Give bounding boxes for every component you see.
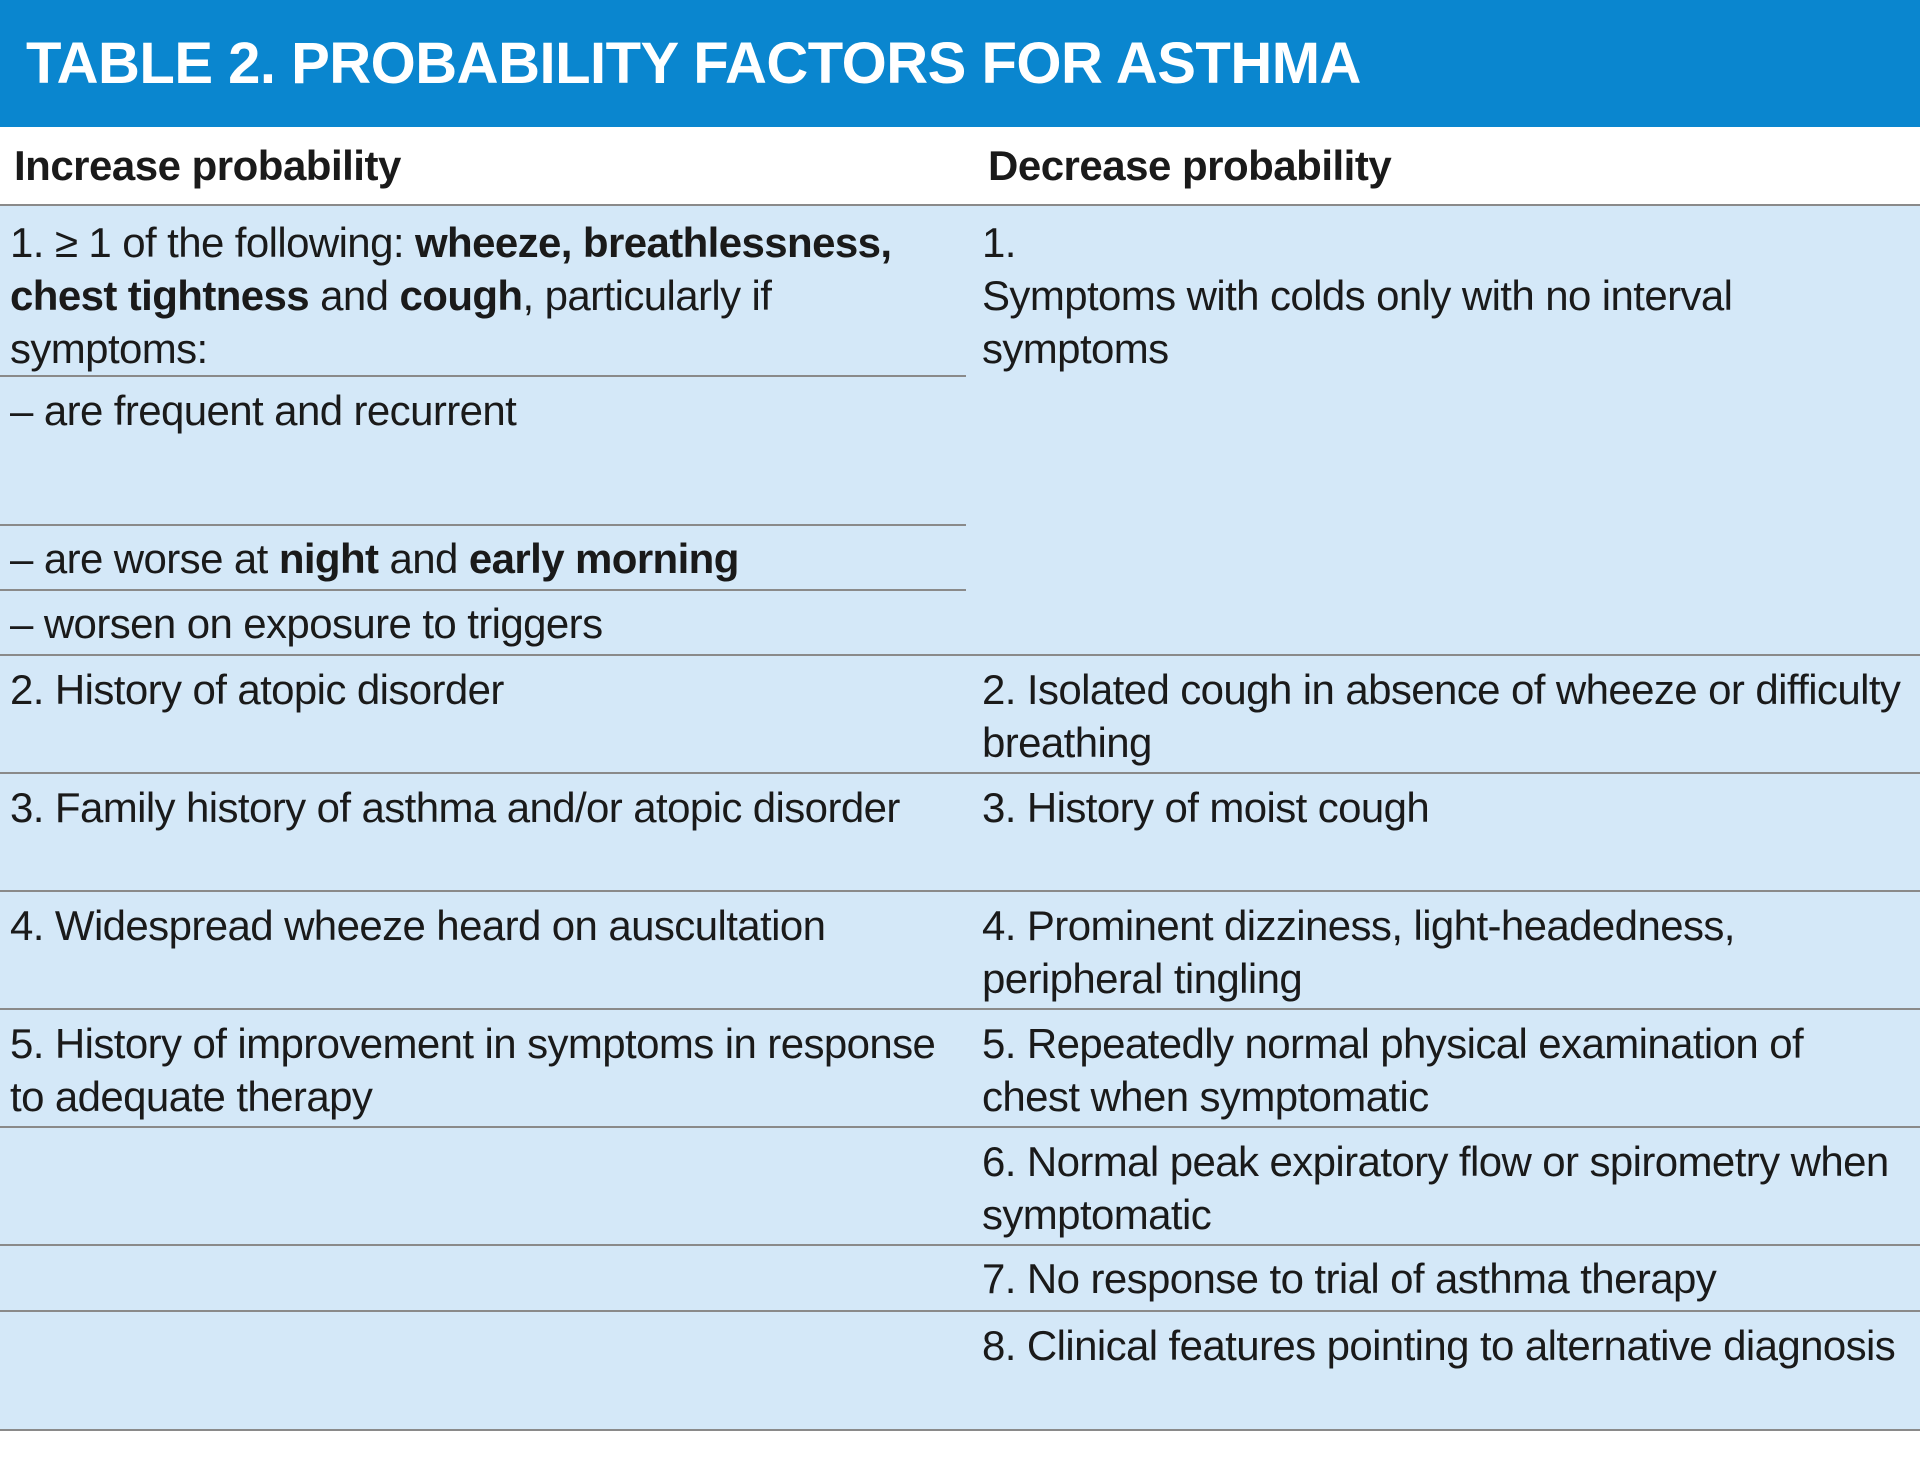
decrease-item-2: 2. Isolated cough in absence of wheeze or difficulty breathing: [982, 666, 1901, 766]
increase-item-1: [10, 216, 950, 375]
rule-row-6: [0, 1244, 1920, 1246]
table-body: [0, 206, 1920, 1431]
increase-sub-3: – worsen on exposure to triggers: [10, 600, 603, 647]
rule-left-3: [0, 589, 966, 591]
rule-bottom: [0, 1429, 1920, 1431]
increase-sub-2: [10, 532, 950, 585]
decrease-item-7: 7. No response to trial of asthma therapy: [982, 1255, 1717, 1302]
increase-sub-1: – are frequent and recurrent: [10, 387, 517, 434]
increase-item-1-bold-2: cough: [399, 272, 523, 319]
decrease-item-4: 4. Prominent dizziness, light-headedness, peripheral tingling: [982, 902, 1735, 1002]
decrease-item-1-number: 1.: [982, 219, 1016, 266]
increase-item-1-bold-1: wheeze, breathlessness, chest tightness: [10, 219, 892, 319]
rule-left-2: [0, 524, 966, 526]
increase-sub-2-bold-2: early morning: [468, 535, 739, 582]
table-title: TABLE 2. PROBABILITY FACTORS FOR ASTHMA: [26, 31, 1361, 96]
increase-item-1-suffix: , particularly if symptoms:: [10, 272, 772, 372]
header-decrease: Decrease probability: [988, 141, 1392, 189]
decrease-item-6: 6. Normal peak expiratory flow or spirometry when symptomatic: [982, 1138, 1889, 1238]
decrease-item-1-text: Symptoms with colds only with no interval symptoms: [982, 272, 1733, 372]
increase-sub-2-mid: and: [378, 535, 469, 582]
rule-row-4: [0, 1008, 1920, 1010]
increase-sub-2-bold-1: night: [278, 535, 379, 582]
header-row: [0, 127, 1920, 206]
increase-item-5: 5. History of improvement in symptoms in response to adequate therapy: [10, 1020, 936, 1120]
header-increase: Increase probability: [14, 141, 401, 189]
increase-item-3: 3. Family history of asthma and/or atopic disorder: [10, 784, 900, 831]
title-bar: [0, 0, 1920, 127]
increase-item-1-mid: and: [309, 272, 400, 319]
decrease-item-5: 5. Repeatedly normal physical examination of chest when symptomatic: [982, 1020, 1804, 1120]
rule-row-3: [0, 890, 1920, 892]
decrease-item-3: 3. History of moist cough: [982, 784, 1430, 831]
rule-row-1: [0, 654, 1920, 656]
increase-sub-2-prefix: – are worse at: [10, 535, 279, 582]
rule-row-5: [0, 1126, 1920, 1128]
increase-item-2: 2. History of atopic disorder: [10, 666, 504, 713]
rule-row-2: [0, 772, 1920, 774]
decrease-item-1: [982, 216, 1902, 375]
rule-left-1: [0, 375, 966, 377]
increase-item-1-prefix: 1. ≥ 1 of the following:: [10, 219, 415, 266]
increase-item-4: 4. Widespread wheeze heard on auscultation: [10, 902, 826, 949]
rule-row-7: [0, 1310, 1920, 1312]
decrease-item-8: 8. Clinical features pointing to alternative diagnosis: [982, 1322, 1896, 1369]
